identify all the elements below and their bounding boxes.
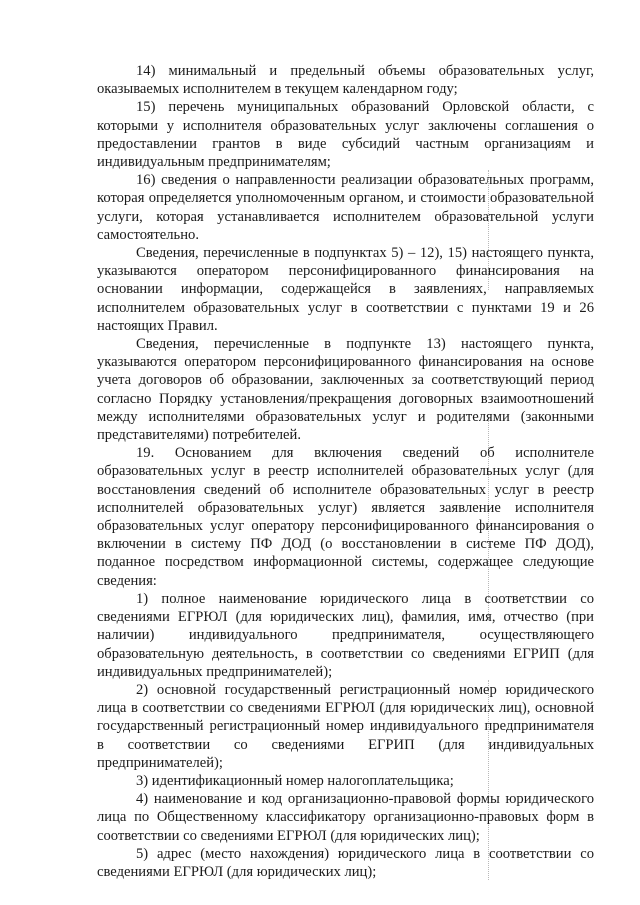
paragraph-item-14: 14) минимальный и предельный объемы образовательных услуг, оказываемых исполнителем в текущем календарном году; <box>97 63 594 98</box>
paragraph-item-15: 15) перечень муниципальных образований Орловской области, с которыми у исполнителя образовательных услуг заключены соглашения о предоставлении грантов в виде субсидий частным организациям и индивидуальным предпринимателям; <box>97 99 594 171</box>
paragraph-clause-19: 19. Основанием для включения сведений об исполнителе образовательных услуг в реестр исполнителей образовательных услуг (для восстановления сведений об исполнителе образовательных услуг в реестр исполнителей образовательных услуг) является заявление исполнителя образовательных услуг оператору персонифицированного финансирования о включении в систему ПФ ДОД (о восстановлении в системе ПФ ДОД), поданное посредством информационной системы, содержащее следующие сведения: <box>97 445 594 589</box>
paragraph-item-16: 16) сведения о направленности реализации образовательных программ, которая определяется уполномоченным органом, и стоимости образовательной услуги, которая устанавливается исполнителем образовательной услуги самостоятельно. <box>97 172 594 243</box>
paragraph-subitem-4: 4) наименование и код организационно-правовой формы юридического лица по Общественному классификатору организационно-правовых форм в соответствии со сведениями ЕГРЮЛ (для юридических лиц); <box>97 791 594 844</box>
document-page <box>97 62 594 881</box>
paragraph-subitem-1: 1) полное наименование юридического лица в соответствии со сведениями ЕГРЮЛ (для юридических лиц), фамилия, имя, отчество (при наличии) индивидуального предпринимателя, осуществляющего образовательную деятельность, в соответствии со сведениями ЕГРИП (для индивидуальных предпринимателей); <box>97 590 594 680</box>
paragraph-subitem-3: 3) идентификационный номер налогоплательщика; <box>136 772 454 789</box>
paragraph-info-13: Сведения, перечисленные в подпункте 13) настоящего пункта, указываются оператором персонифицированного финансирования на основе учета договоров об образовании, заключенных за соответствующий период согласно Порядку установления/прекращения договорных взаимоотношений между исполнителями образовательных услуг и родителями (законными представителями) потребителей. <box>97 336 594 444</box>
paragraph-subitem-2: 2) основной государственный регистрационный номер юридического лица в соответствии со сведениями ЕГРЮЛ (для юридических лиц), основной государственный регистрационный номер индивидуального предпринимателя в соответствии со сведениями ЕГРИП (для индивидуальных предпринимателей); <box>97 681 594 771</box>
paragraph-info-5-12: Сведения, перечисленные в подпунктах 5) – 12), 15) настоящего пункта, указываются оператором персонифицированного финансирования на основании информации, содержащейся в заявлениях, направляемых исполнителем образовательных услуг в соответствии с пунктами 19 и 26 настоящих Правил. <box>97 245 594 334</box>
paragraph-subitem-5: 5) адрес (место нахождения) юридического лица в соответствии со сведениями ЕГРЮЛ (для юридических лиц); <box>97 845 594 880</box>
